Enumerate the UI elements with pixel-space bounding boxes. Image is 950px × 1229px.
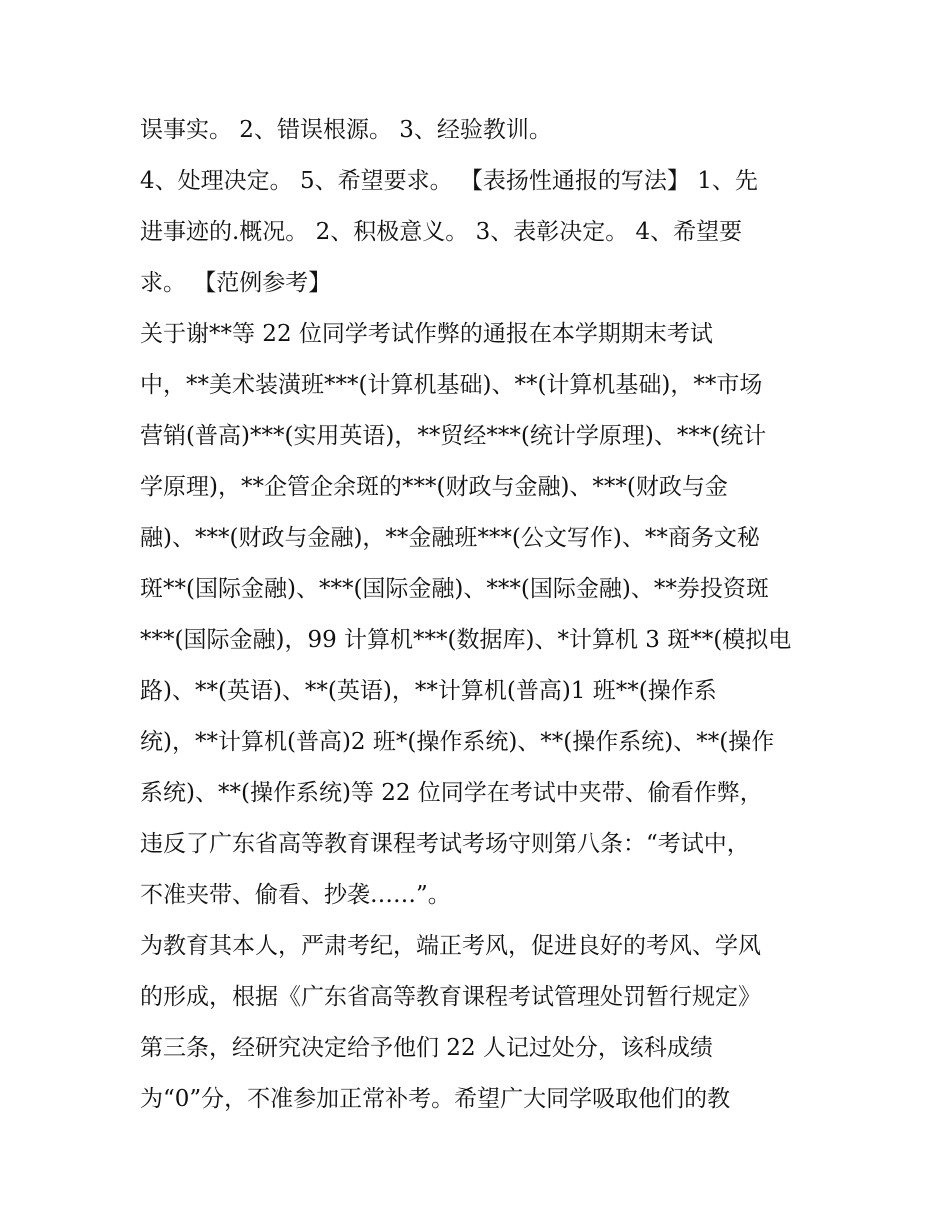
text-line: 进事迹的.概况。 2、积极意义。 3、表彰决定。 4、希望要 [140,219,743,245]
text-line: 路)、**(英语)、**(英语)，**计算机(普高)1 班**(操作系 [140,678,717,704]
document-body [140,105,830,1125]
text-line: 为“0”分，不准参加正常补考。希望广大同学吸取他们的教 [140,1086,731,1112]
text-line: 的形成，根据《广东省高等教育课程考试管理处罚暂行规定》 [140,984,761,1010]
text-line: 4、处理决定。 5、希望要求。 【表扬性通报的写法】 1、先 [140,168,758,194]
text-line: 中，**美术装潢班***(计算机基础)、**(计算机基础)，**市场 [140,372,763,398]
text-line: 为教育其本人，严肃考纪，端正考风，促进良好的考风、学风 [140,933,761,959]
text-line: 误事实。 2、错误根源。 3、经验教训。 [140,117,552,143]
text-line: 营销(普高)***(实用英语)，**贸经***(统计学原理)、***(统计 [140,423,767,449]
text-line: 关于谢**等 22 位同学考试作弊的通报在本学期期末考试 [140,321,713,347]
text-line: 斑**(国际金融)、***(国际金融)、***(国际金融)、**券投资斑 [140,576,769,602]
text-line: 违反了广东省高等教育课程考试考场守则第八条：“考试中， [140,831,750,857]
text-line: 系统)、**(操作系统)等 22 位同学在考试中夹带、偷看作弊， [140,780,763,806]
text-line: 求。 【范例参考】 [140,270,332,296]
text-line: 学原理)，**企管企余斑的***(财政与金融)、***(财政与金 [140,474,728,500]
text-line: 第三条，经研究决定给予他们 22 人记过处分，该科成绩 [140,1035,713,1061]
text-line: 融)、***(财政与金融)，**金融班***(公文写作)、**商务文秘 [140,525,760,551]
text-line: ***(国际金融)，99 计算机***(数据库)、*计算机 3 斑**(模拟电 [140,627,792,653]
text-line: 统)，**计算机(普高)2 班*(操作系统)、**(操作系统)、**(操作 [140,729,775,755]
text-line: 不准夹带、偷看、抄袭……”。 [140,882,451,908]
